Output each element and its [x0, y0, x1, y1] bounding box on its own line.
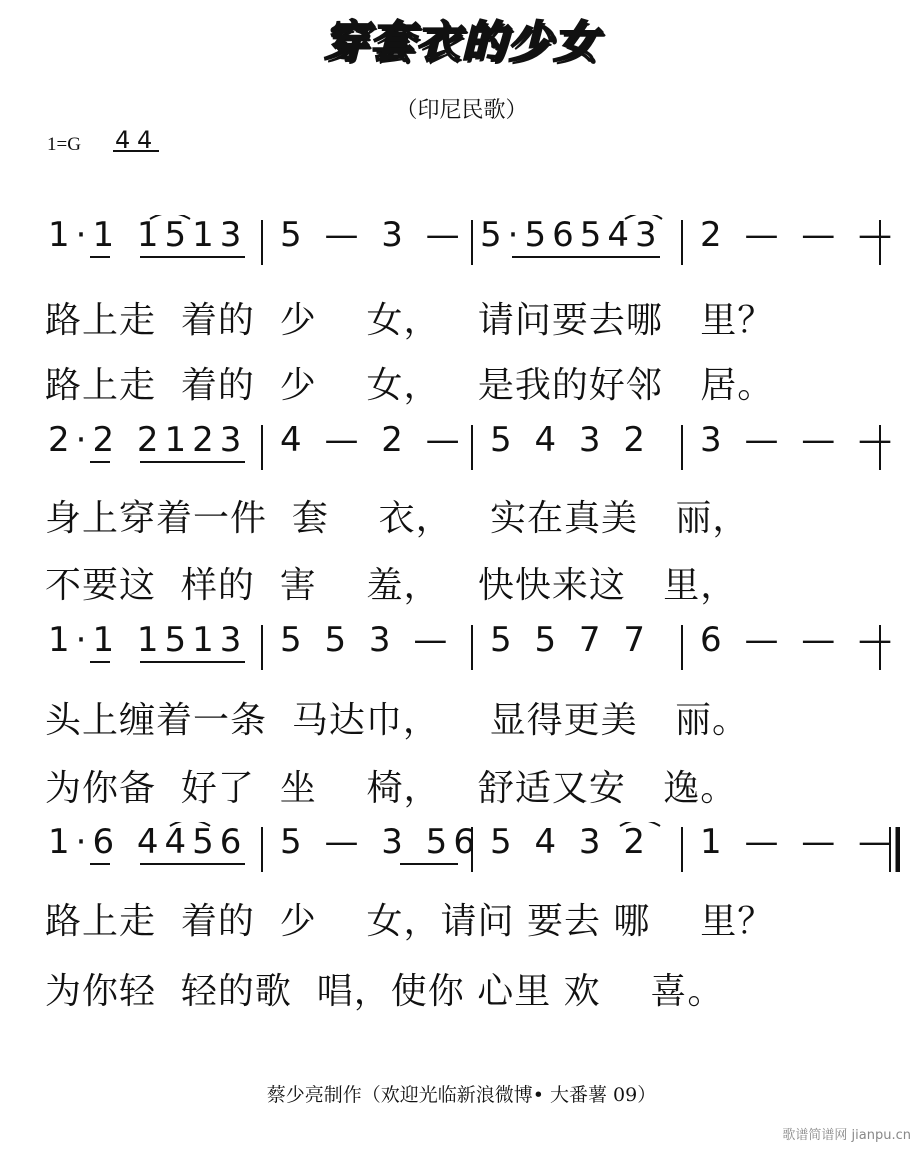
- lyric-1-1: 路上走 着的 少 女， 请问要去哪 里？: [45, 300, 775, 341]
- bar-3-4: 6 — — —: [700, 620, 899, 660]
- lyric-4-2: 为你轻 轻的歌 唱，使你 心里 欢 喜。: [45, 971, 725, 1012]
- bar-2-4: 3 — — —: [700, 420, 899, 460]
- time-signature: [113, 126, 163, 162]
- site-watermark: 歌谱简谱网 jianpu.cn: [782, 1128, 911, 1143]
- key-signature: 1=G: [47, 134, 81, 155]
- bar-4-3: 5 4 3 2: [490, 822, 651, 862]
- bar-3-1: 1·1 1513: [48, 620, 248, 660]
- lyric-2-2: 不要这 样的 害 羞， 快快来这 里，: [45, 565, 738, 606]
- credit-line: 蔡少亮制作（欢迎光临新浪微博• 大番薯 09）: [266, 1084, 657, 1106]
- staff-1: [40, 215, 900, 275]
- bar-4-4: 1 — — —: [700, 822, 899, 862]
- staff-4: [40, 822, 900, 882]
- bar-1-4: 2 — — —: [700, 215, 899, 255]
- song-title: 穿套衣的少女: [323, 17, 600, 68]
- lyric-1-2: 路上走 着的 少 女， 是我的好邻 居。: [45, 365, 775, 406]
- bar-4-1: 1·6 4456: [48, 822, 248, 862]
- bar-1-3: 5·56543: [480, 215, 663, 255]
- staff-3: [40, 620, 900, 680]
- bar-2-1: 2·2 2123: [48, 420, 248, 460]
- svg-text:4: 4: [137, 126, 153, 154]
- bar-3-3: 5 5 7 7: [490, 620, 651, 660]
- bar-1-2: 5 — 3 —: [280, 215, 466, 255]
- lyric-3-1: 头上缠着一条 马达巾， 显得更美 丽。: [45, 700, 749, 741]
- svg-text:4: 4: [115, 126, 131, 154]
- bar-2-3: 5 4 3 2: [490, 420, 651, 460]
- staff-2: [40, 420, 900, 480]
- lyric-2-1: 身上穿着一件 套 衣， 实在真美 丽，: [45, 498, 750, 539]
- song-origin: （印尼民歌）: [395, 98, 528, 123]
- lyric-4-1: 路上走 着的 少 女，请问 要去 哪 里？: [45, 901, 775, 942]
- bar-3-2: 5 5 3 —: [280, 620, 454, 660]
- lyric-3-2: 为你备 好了 坐 椅， 舒适又安 逸。: [45, 768, 738, 809]
- bar-2-2: 4 — 2 —: [280, 420, 466, 460]
- bar-4-2: 5 — 3 56: [280, 822, 481, 862]
- bar-1-1: 1·1 1513: [48, 215, 248, 255]
